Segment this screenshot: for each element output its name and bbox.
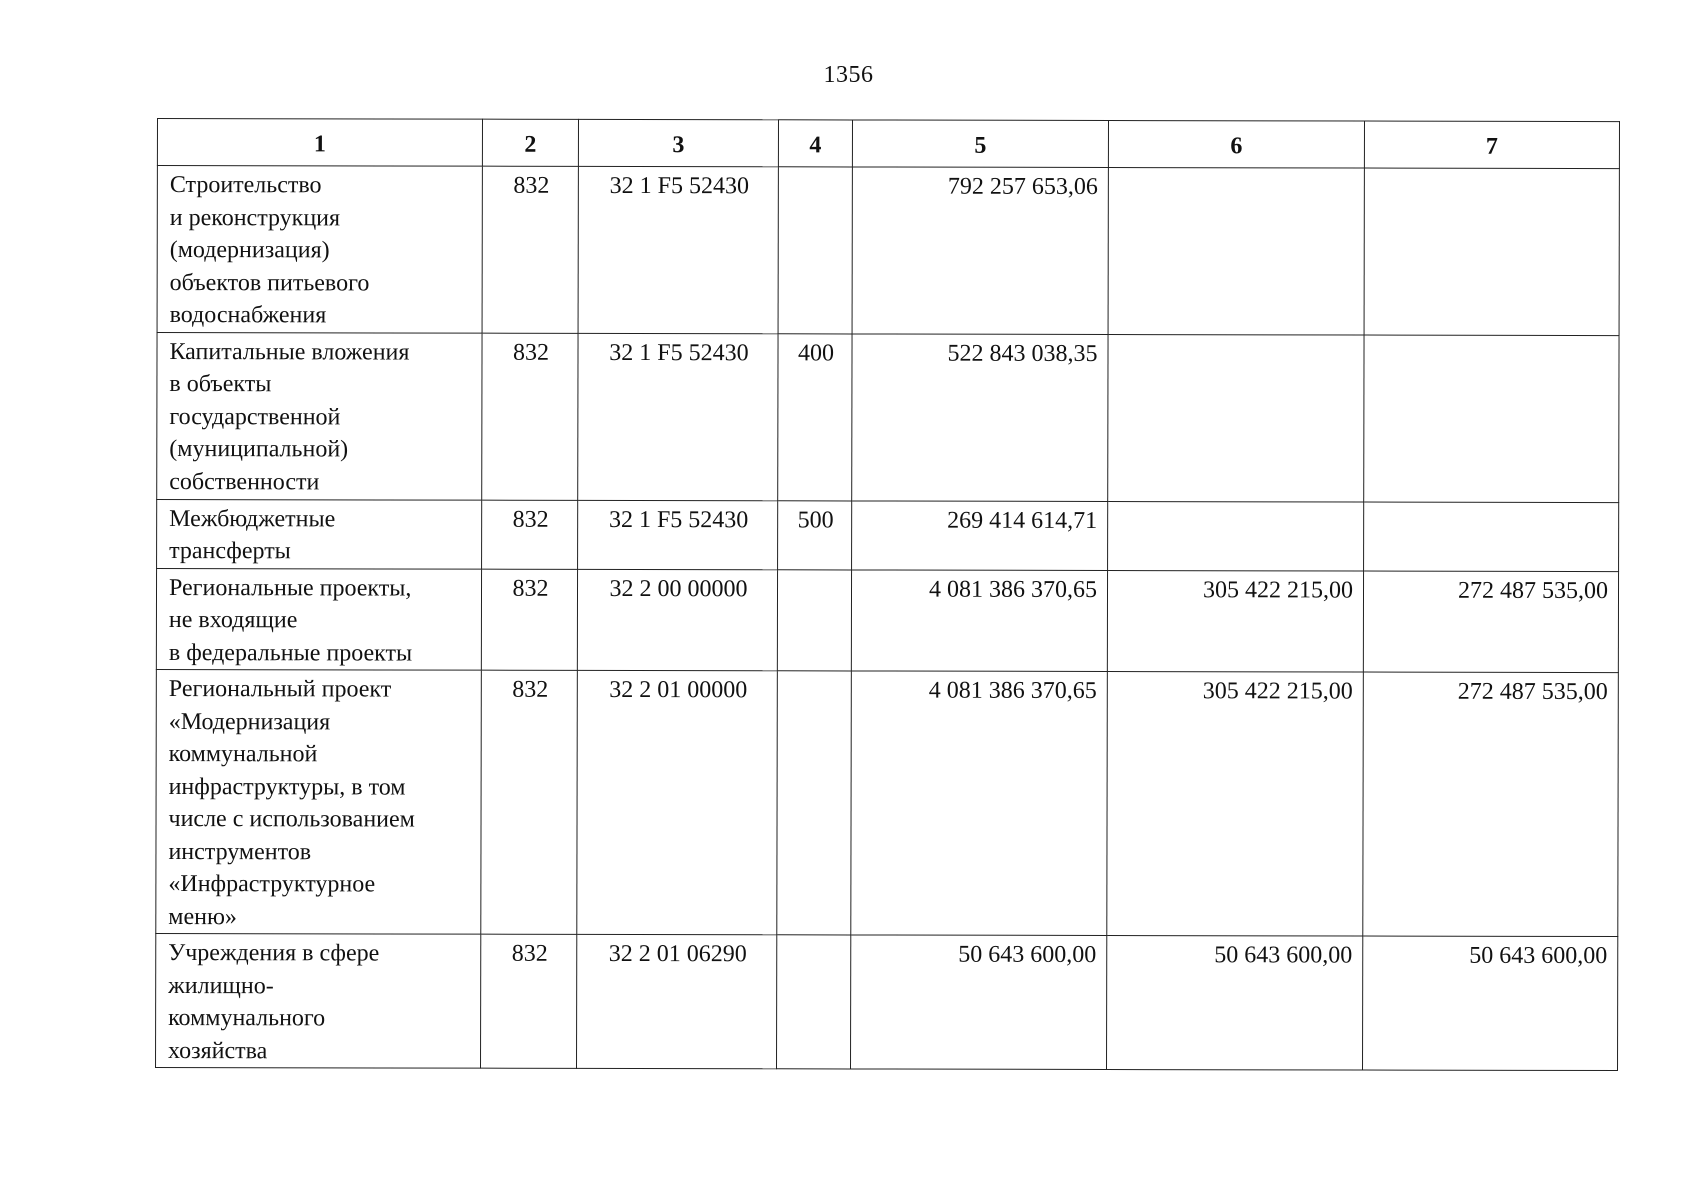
amount-col5: 4 081 386 370,65 [851,569,1107,671]
target-article-code: 32 1 F5 52430 [578,166,778,333]
target-article-code: 32 2 01 06290 [577,934,777,1068]
amount-col6 [1108,501,1364,571]
amount-col7 [1364,502,1619,572]
expense-type-code [777,671,852,935]
header-cell-5: 5 [852,120,1108,168]
table-row [157,499,1619,571]
item-name: Региональный проект «Модернизация коммунальной инфраструктуры, в том числе с использованием инструментов «Инфраструктурное меню» [156,669,482,934]
budget-table [155,118,1620,1071]
amount-col5: 522 843 038,35 [852,333,1108,501]
header-cell-3: 3 [578,119,778,166]
table-row [157,332,1619,502]
header-cell-6: 6 [1108,120,1364,168]
expense-type-code: 400 [778,333,852,500]
target-article-code: 32 1 F5 52430 [578,500,778,569]
header-cell-4: 4 [778,120,852,167]
item-name: Учреждения в сфере жилищно- коммунального хозяйства [156,933,481,1068]
amount-col5: 792 257 653,06 [852,167,1108,334]
target-article-code: 32 1 F5 52430 [578,333,778,500]
page-number: 1356 [823,62,874,88]
item-name: Строительство и реконструкция (модернизация) объектов питьевого водоснабжения [157,166,482,333]
amount-col7 [1364,335,1619,503]
amount-col7 [1364,168,1619,335]
amount-col7: 50 643 600,00 [1363,936,1618,1071]
target-article-code: 32 2 01 00000 [577,670,778,934]
amount-col6: 50 643 600,00 [1107,935,1363,1070]
table-row [156,933,1618,1070]
amount-col5: 269 414 614,71 [852,500,1108,570]
amount-col7: 272 487 535,00 [1363,672,1619,937]
header-cell-2: 2 [482,119,578,166]
ministry-code: 832 [481,569,577,671]
target-article-code: 32 2 00 00000 [577,569,777,671]
item-name: Межбюджетные трансферты [157,499,482,569]
amount-col6 [1108,334,1364,502]
ministry-code: 832 [482,333,578,500]
expense-type-code: 500 [778,500,852,569]
item-name: Региональные проекты, не входящие в федеральные проекты [156,568,481,670]
expense-type-code [778,167,852,334]
amount-col7: 272 487 535,00 [1363,571,1618,673]
amount-col5: 50 643 600,00 [851,935,1107,1070]
expense-type-code [777,935,851,1069]
ministry-code: 832 [481,934,577,1068]
amount-col5: 4 081 386 370,65 [851,671,1108,936]
ministry-code: 832 [482,166,578,333]
expense-type-code [777,569,851,671]
ministry-code: 832 [481,670,578,934]
amount-col6: 305 422 215,00 [1107,570,1363,672]
table-row [156,669,1619,936]
amount-col6: 305 422 215,00 [1107,671,1364,936]
header-cell-7: 7 [1364,121,1619,169]
item-name: Капитальные вложения в объекты государственной (муниципальной) собственности [157,332,482,500]
header-cell-1: 1 [157,119,482,167]
table-row [156,568,1618,673]
table-row [157,166,1619,336]
ministry-code: 832 [482,500,578,569]
amount-col6 [1108,167,1364,334]
table-header-row [157,119,1619,169]
